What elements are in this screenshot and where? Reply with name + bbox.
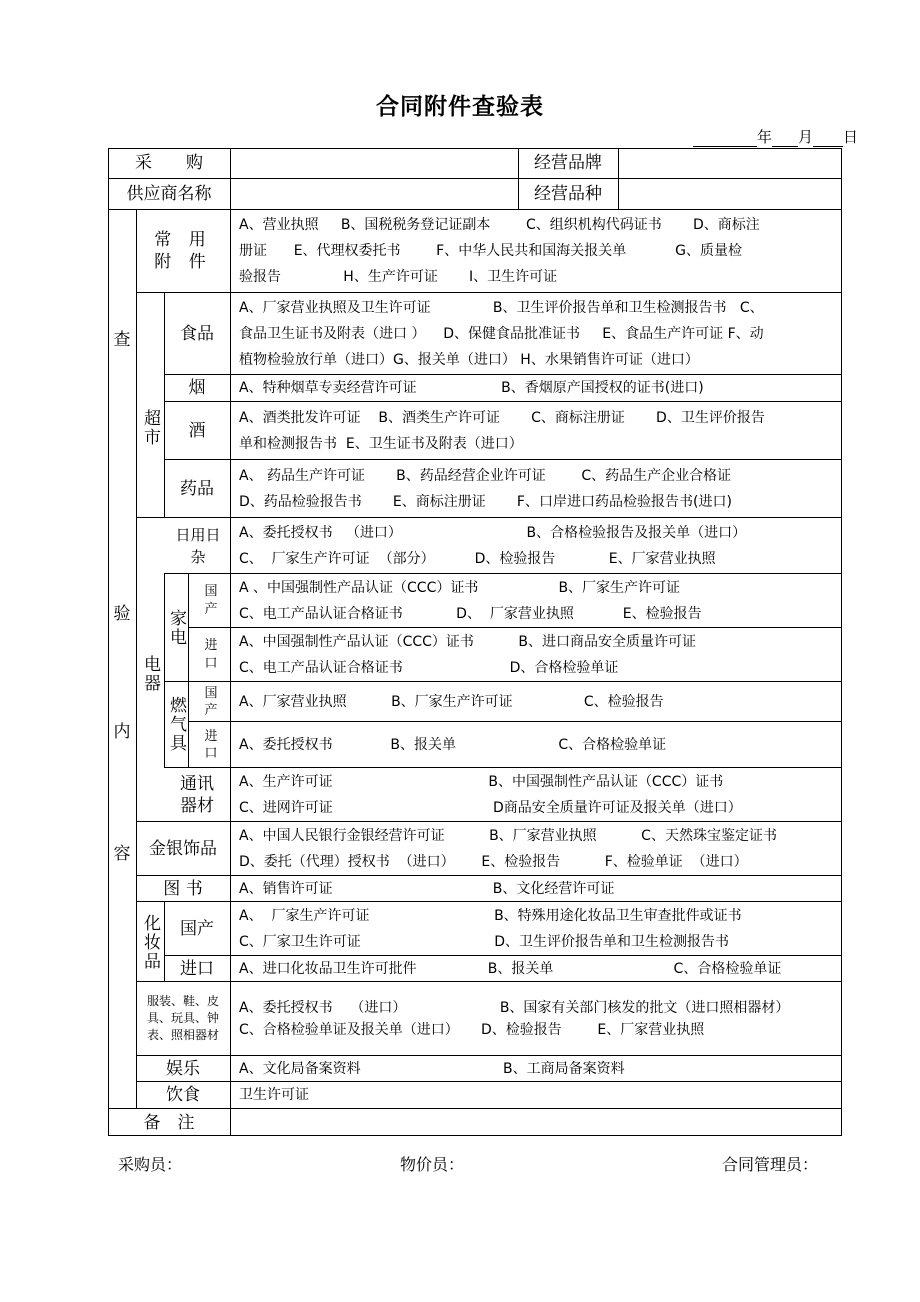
daily-label: 日用日杂 xyxy=(175,525,221,566)
remarks-label: 备 注 xyxy=(143,1112,195,1133)
appliance-domestic-label: 国产 xyxy=(204,583,218,617)
remarks-field[interactable] xyxy=(231,1109,842,1136)
catering-label: 饮食 xyxy=(166,1085,200,1105)
pricer-signature: 物价员： xyxy=(400,1155,465,1174)
item-line: A 、中国强制性产品认证（CCC）证书 B、厂家生产许可证 xyxy=(239,579,681,596)
item-line: A、 药品生产许可证 B、药品经营企业许可证 C、药品生产企业合格证 xyxy=(239,467,732,484)
item-line: 单和检测报告书 E、卫生证书及附表（进口） xyxy=(239,435,523,452)
item-line: A、特种烟草专卖经营许可证 B、香烟原产国授权的证书(进口) xyxy=(239,380,704,396)
appliance-import-label: 进口 xyxy=(204,637,218,671)
common-label: 常 用 附 件 xyxy=(154,230,212,272)
day-label: 日 xyxy=(842,128,858,146)
electric-label: 电器 xyxy=(140,655,160,693)
item-line: A、进口化妆品卫生许可批件 B、报关单 C、合格检验单证 xyxy=(239,960,782,977)
item-line: C、电工产品认证合格证书 D、 厂家营业执照 E、检验报告 xyxy=(239,605,702,622)
year-blank[interactable] xyxy=(693,132,757,147)
check-char-2: 验 xyxy=(113,604,131,624)
check-char-3: 内 xyxy=(113,722,131,742)
supplier-field[interactable] xyxy=(231,179,518,209)
catering-items xyxy=(231,1082,842,1108)
item-line: 卫生许可证 xyxy=(239,1087,309,1103)
appliance-import-items xyxy=(231,628,842,681)
item-line: A、营业执照 B、国税税务登记证副本 C、组织机构代码证书 D、商标注 xyxy=(239,217,760,233)
daily-items xyxy=(231,518,842,573)
month-label: 月 xyxy=(797,128,813,146)
tobacco-items xyxy=(231,375,842,401)
purchaser-signature: 采购员： xyxy=(118,1155,183,1174)
item-line: C、进网许可证 D商品安全质量许可证及报关单（进口） xyxy=(239,799,742,816)
tobacco-label: 烟 xyxy=(188,378,206,398)
gas-label: 燃气具 xyxy=(166,695,186,753)
purchase-field[interactable] xyxy=(231,148,518,178)
item-line: A、委托授权书 （进口） B、国家有关部门核发的批文（进口照相器材） xyxy=(239,999,790,1016)
item-line: A、中国强制性产品认证（CCC）证书 B、进口商品安全质量许可证 xyxy=(239,633,697,650)
cosmetics-label: 化妆品 xyxy=(140,913,160,971)
check-char-4: 容 xyxy=(113,844,131,864)
month-blank[interactable] xyxy=(772,132,798,147)
item-line: C、 厂家生产许可证 （部分） D、检验报告 E、厂家营业执照 xyxy=(239,550,716,567)
item-line: A、中国人民银行金银经营许可证 B、厂家营业执照 C、天然珠宝鉴定证书 xyxy=(239,827,777,844)
date-line xyxy=(693,126,858,147)
item-line: C、厂家卫生许可证 D、卫生评价报告单和卫生检测报告书 xyxy=(239,933,730,950)
brand-field[interactable] xyxy=(619,148,841,178)
year-label: 年 xyxy=(756,128,772,146)
supplier-label: 供应商名称 xyxy=(126,184,212,204)
check-char-1: 查 xyxy=(113,330,131,350)
item-line: A、厂家营业执照及卫生许可证 B、卫生评价报告单和卫生检测报告书 C、 xyxy=(239,299,764,316)
page-title: 合同附件查验表 xyxy=(376,94,544,120)
medicine-label: 药品 xyxy=(180,478,214,499)
wine-items xyxy=(231,402,842,459)
apparel-label: 服装、鞋、皮具、玩具、钟表、照相器材 xyxy=(146,994,219,1042)
apparel-items xyxy=(231,982,842,1055)
telecom-label: 通讯器材 xyxy=(180,773,214,816)
gas-domestic-label: 国产 xyxy=(204,685,218,718)
telecom-items xyxy=(231,768,842,821)
item-line: C、合格检验单证及报关单（进口） D、检验报告 E、厂家营业执照 xyxy=(239,1021,705,1038)
item-line: C、电工产品认证合格证书 D、合格检验单证 xyxy=(239,659,619,676)
variety-field[interactable] xyxy=(619,179,841,209)
gas-domestic-items xyxy=(231,682,842,721)
item-line: D、委托（代理）授权书 （进口） E、检验报告 F、检验单证 （进口） xyxy=(239,853,748,870)
jewelry-items xyxy=(231,822,842,875)
item-line: A、 厂家生产许可证 B、特殊用途化妆品卫生审查批件或证书 xyxy=(239,907,742,924)
food-label: 食品 xyxy=(180,323,214,344)
brand-label: 经营品牌 xyxy=(534,153,602,173)
cosmetics-domestic-label: 国产 xyxy=(180,918,214,939)
jewelry-label: 金银饰品 xyxy=(149,838,217,859)
cosmetics-import-label: 进口 xyxy=(180,958,214,979)
item-line: D、药品检验报告书 E、商标注册证 F、口岸进口药品检验报告书(进口) xyxy=(239,493,732,510)
item-line: 食品卫生证书及附表（进口 ） D、保健食品批准证书 E、食品生产许可证 F、动 xyxy=(239,325,764,342)
item-line: 册证 E、代理权委托书 F、中华人民共和国海关报关单 G、质量检 xyxy=(239,243,743,259)
day-blank[interactable] xyxy=(813,132,843,147)
item-line: A、委托授权书 B、报关单 C、合格检验单证 xyxy=(239,736,667,753)
food-items xyxy=(231,293,842,374)
entertainment-label: 娱乐 xyxy=(166,1058,200,1079)
variety-label: 经营品种 xyxy=(534,184,602,204)
appliance-domestic-items xyxy=(231,574,842,627)
entertainment-items xyxy=(231,1056,842,1081)
books-items xyxy=(231,876,842,901)
gas-import-label: 进口 xyxy=(204,728,218,761)
item-line: A、酒类批发许可证 B、酒类生产许可证 C、商标注册证 D、卫生评价报告 xyxy=(239,409,765,426)
books-label: 图 书 xyxy=(163,878,203,899)
cosmetics-domestic-items xyxy=(231,902,842,955)
medicine-items xyxy=(231,460,842,517)
item-line: A、生产许可证 B、中国强制性产品认证（CCC）证书 xyxy=(239,773,724,790)
manager-signature: 合同管理员： xyxy=(722,1155,819,1174)
item-line: A、委托授权书 （进口） B、合格检验报告及报关单（进口） xyxy=(239,524,747,541)
cosmetics-import-items xyxy=(231,956,842,981)
item-line: A、销售许可证 B、文化经营许可证 xyxy=(239,880,615,897)
common-items xyxy=(231,210,842,292)
wine-label: 酒 xyxy=(188,420,206,441)
item-line: 植物检验放行单（进口）G、报关单（进口） H、水果销售许可证（进口） xyxy=(239,351,699,368)
supermarket-label: 超市 xyxy=(140,409,160,447)
inspection-table xyxy=(108,148,842,1136)
appliance-label: 家电 xyxy=(166,609,186,647)
item-line: 验报告 H、生产许可证 I、卫生许可证 xyxy=(239,269,558,285)
item-line: A、厂家营业执照 B、厂家生产许可证 C、检验报告 xyxy=(239,693,664,710)
item-line: A、文化局备案资料 B、工商局备案资料 xyxy=(239,1060,625,1077)
gas-import-items xyxy=(231,722,842,767)
purchase-label: 采 购 xyxy=(135,153,203,173)
